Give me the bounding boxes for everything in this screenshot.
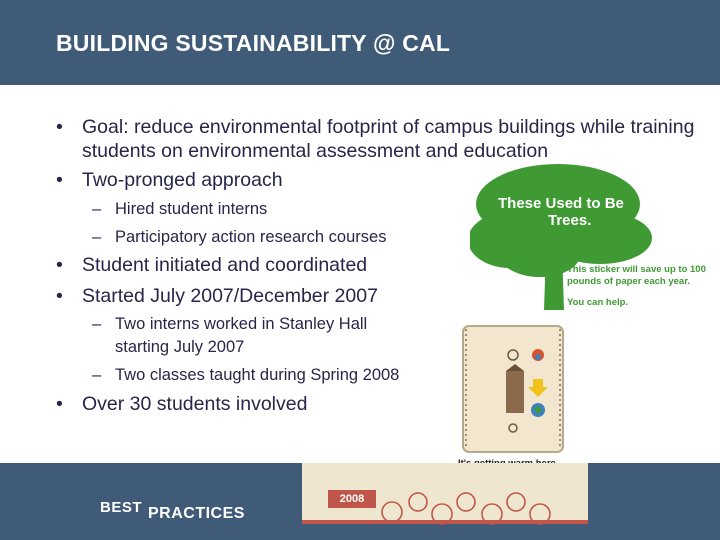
bullet-students-involved: • Over 30 students involved (56, 393, 308, 415)
ruler-icon (382, 502, 402, 522)
leaf-icon (457, 493, 475, 511)
tree-heading-line1: These Used to Be (498, 195, 624, 212)
bullet-goal: • Goal: reduce environmental footprint of campus buildings while training students on environmental assessment and education (56, 116, 695, 162)
bullet-student-initiated: • Student initiated and coordinated (56, 254, 368, 276)
bullet-approach: • Two-pronged approach (56, 169, 283, 191)
thermostat-sticker-image (458, 324, 578, 484)
tree-sticker-help: You can help. (567, 297, 629, 308)
tree-caption-line1: This sticker will save up to 100 (567, 264, 706, 275)
sub-bullet-courses: – Participatory action research courses (92, 228, 387, 246)
bullet-started: • Started July 2007/December 2007 (56, 285, 378, 307)
tree-sticker-image (470, 160, 720, 318)
slide-title: BUILDING SUSTAINABILITY @ CAL (56, 30, 451, 56)
lightbulb-icon (432, 504, 452, 524)
building-outline-icon (482, 504, 502, 524)
building-icon (506, 371, 524, 413)
tree-heading-line2: Trees. (548, 212, 592, 229)
dish-icon (530, 504, 550, 524)
sub-bullet-interns: – Hired student interns (92, 200, 268, 218)
year-badge: 2008 (328, 490, 376, 508)
footer-best-label: BEST (100, 499, 143, 516)
footer-icon-row (380, 488, 580, 528)
water-icon (507, 493, 525, 511)
tree-icon (470, 164, 652, 310)
tree-sticker-caption (567, 264, 709, 287)
footer-practices-label: PRACTICES (148, 505, 245, 522)
tree-caption-line2: pounds of paper each year. (567, 276, 691, 287)
recycle-icon (409, 493, 427, 511)
sub-bullet-classes: – Two classes taught during Spring 2008 (92, 366, 400, 384)
sub-bullet-stanley-hall: – Two interns worked in Stanley Hall starting July 2007 (92, 315, 368, 356)
